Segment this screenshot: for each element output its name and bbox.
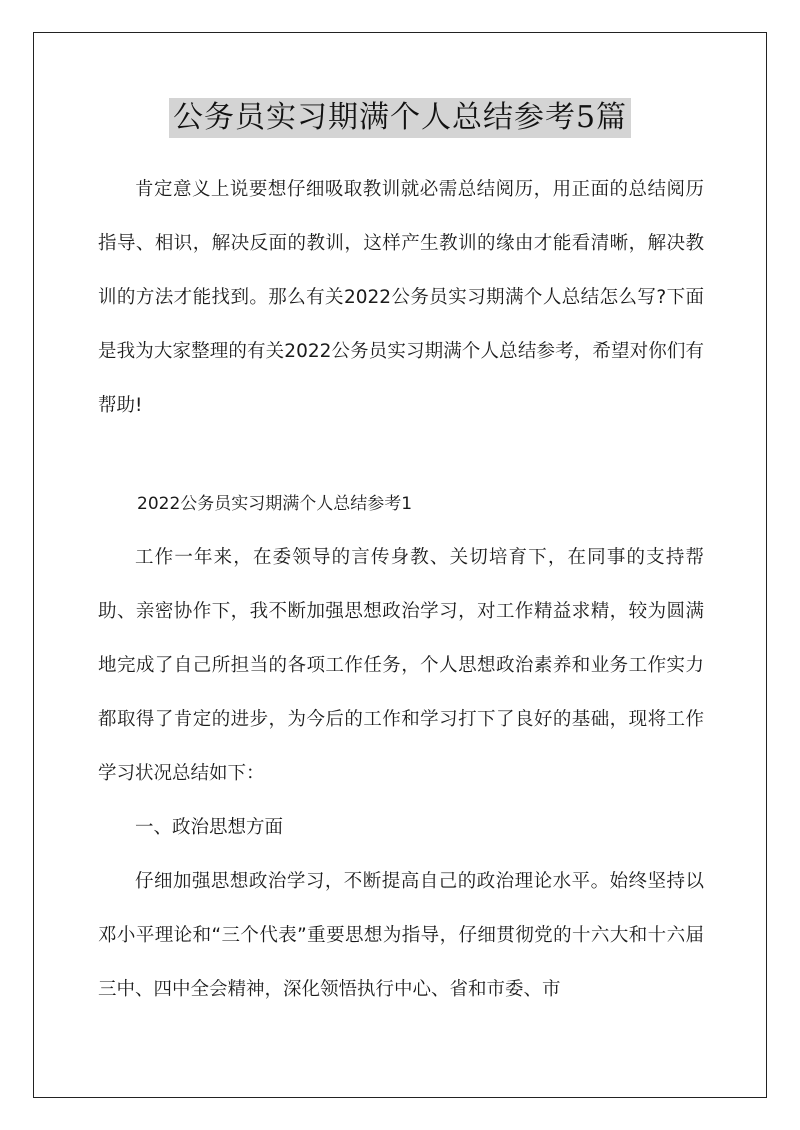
body-paragraph: 工作一年来，在委领导的言传身教、关切培育下，在同事的支持帮助、亲密协作下，我不断加强思想政治学习，对工作精益求精，较为圆满地完成了自己所担当的各项工作任务，个人思想政治素养和业务工作实力都取得了肯定的进步，为今后的工作和学习打下了良好的基础，现将工作学习状况总结如下： — [98, 547, 704, 784]
intro-paragraph: 肯定意义上说要想仔细吸取教训就必需总结阅历，用正面的总结阅历指导、相识，解决反面的教训，这样产生教训的缘由才能看清晰，解决教训的方法才能找到。那么有关2022公务员实习期满个人总结怎么写?下面是我为大家整理的有关2022公务员实习期满个人总结参考，希望对你们有帮助! — [98, 179, 704, 416]
subheading-politics: 一、政治思想方面 — [135, 817, 284, 838]
section-body — [98, 531, 704, 1017]
intro-block — [98, 163, 704, 433]
section-heading: 2022公务员实习期满个人总结参考1 — [137, 494, 413, 514]
title-container — [0, 98, 800, 138]
document-title: 公务员实习期满个人总结参考5篇 — [169, 98, 631, 138]
body-paragraph: 仔细加强思想政治学习，不断提高自己的政治理论水平。始终坚持以邓小平理论和“三个代表”重要思想为指导，仔细贯彻党的十六大和十六届三中、四中全会精神，深化领悟执行中心、省和市委、市 — [98, 871, 704, 1000]
